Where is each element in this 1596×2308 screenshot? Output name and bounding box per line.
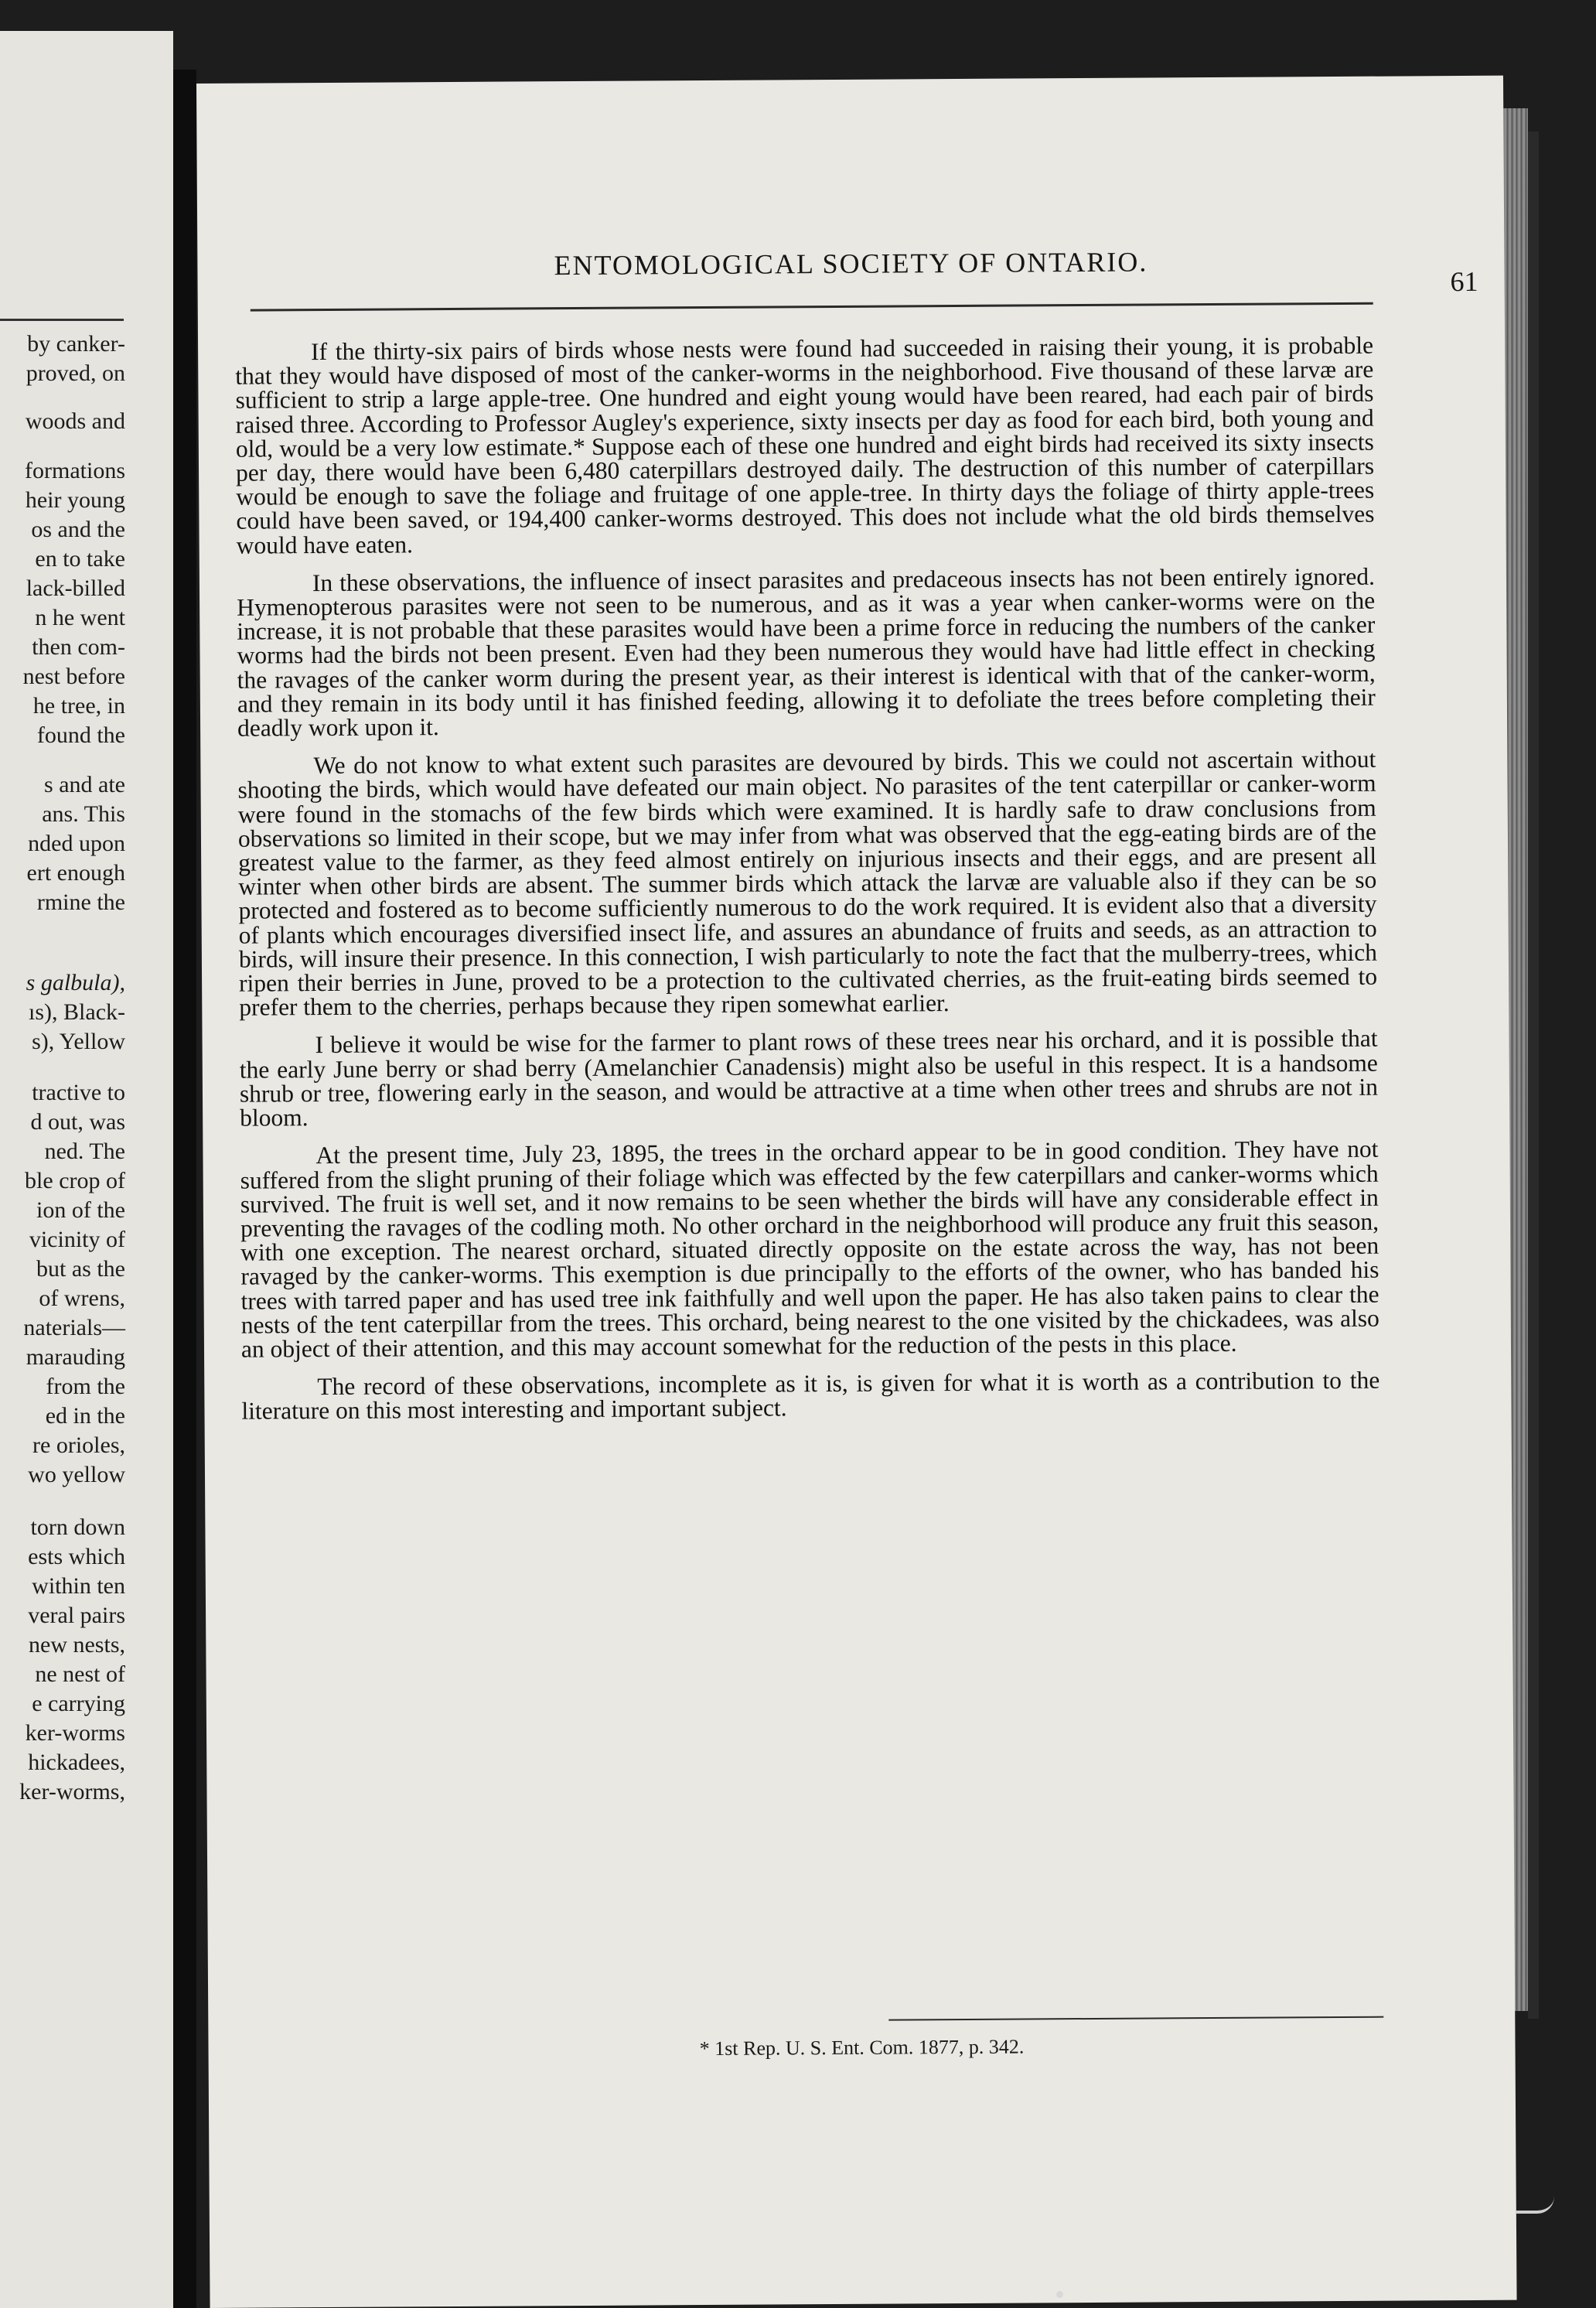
paragraph: At the present time, July 23, 1895, the trees in the orchard appear to be in good condition. They have not suffered from the slight pruning of their foliage which was effected by the few caterpillars and canker-worms which survived. The fruit is well set, and it now remains to be seen whether the birds will have any considerable effect in preventing the ravages of the codling moth. No other orchard in the neighborhood will produce any fruit this season, with one exception. The nearest orchard, situated directly opposite on the estate across the way, has not been ravaged by the canker-worms. This exemption is due principally to the efforts of the owner, who has banded his trees with tarred paper and has used tree ink faithfully and well upon the paper. He has also taken pains to clear the nests of the tent caterpillar from the trees. This orchard, being nearest to the one visited by the chickadees, was also an object of their attention, and this may account somewhat for the reduction of the pests in this place. (240, 1135, 1379, 1363)
left-page-line: ion of the (36, 1197, 125, 1223)
running-head: ENTOMOLOGICAL SOCIETY OF ONTARIO. (554, 246, 1148, 282)
left-page-line: ble crop of (25, 1168, 125, 1193)
left-page-line: os and the (31, 517, 125, 542)
left-page-line: vicinity of (29, 1227, 125, 1252)
left-page-line: n he went (35, 605, 125, 630)
page-edges-shadow (1528, 131, 1539, 2019)
left-page-line: ker-worms (25, 1720, 125, 1746)
left-page-line: but as the (36, 1256, 125, 1282)
left-page-line: nded upon (28, 831, 125, 856)
left-facing-page (0, 31, 173, 2308)
paragraph: We do not know to what extent such parasites are devoured by birds. This we could not ascertain without shooting the birds, which would have defeated our main object. No parasites of the tent caterpillar or canker-worm were found in the stomachs of the few birds which were examined. It is hardly safe to draw conclusions from observations so limited in their scope, but we may infer from what was observed that the egg-eating birds are of the greatest value to the farmer, as they feed almost entirely on injurious insects and their eggs, and are present all winter when other birds are absent. The summer birds which attack the larvæ are valuable also if they can be so protected and fostered as to become sufficiently numerous to do the work required. It is evident also that a diversity of plants which encourages diversified insect life, and assures an abundance of fruits and seeds, as an attraction to birds, will insure their presence. In this connection, I wish particularly to note the fact that the mulberry-trees, which ripen their berries in June, proved to be a protection to the cultivated cherries, as the fruit-eating birds seemed to prefer them to the cherries, perhaps because they ripen somewhat earlier. (237, 745, 1378, 1021)
paragraph: In these observations, the influence of insect parasites and predaceous insects has not been entirely ignored. Hymenopterous parasites were not seen to be numerous, and as it was a year when canker-worms were on the increase, it is not probable that these parasites would have been a prime force in reducing the numbers of the canker worms had the birds not been present. Even had they been numerous they would have had little effect in checking the ravages of the canker worm during the present year, as their interest is identical with that of the canker-worm, and they remain in its body until it has finished feeding, allowing it to defoliate the trees before completing their deadly work upon it. (237, 562, 1376, 742)
left-page-line: heir young (25, 487, 125, 513)
left-page-line: by canker- (27, 331, 125, 357)
footnote-rule (888, 2016, 1383, 2021)
left-page-line: from the (46, 1374, 125, 1399)
left-page-line: ker-worms, (19, 1779, 125, 1804)
left-page-line: d out, was (30, 1109, 125, 1135)
left-page-line: veral pairs (28, 1603, 125, 1628)
left-page-line: hickadees, (28, 1750, 125, 1775)
left-page-line: torn down (30, 1514, 125, 1540)
left-page-line: ıs), Black- (29, 999, 125, 1025)
left-page-line: then com- (32, 634, 125, 660)
paper-curl (1516, 2197, 1554, 2214)
dust-speck (1056, 2291, 1063, 2298)
paragraph: If the thirty-six pairs of birds whose nests were found had succeeded in raising their young, it is probable that they would have disposed of most of the canker-worms in the neighborhood. Five thousand of these larvæ are sufficient to strip a large apple-tree. One hundred and eight young would have been reared, had each pair of birds raised three. According to Professor Augley's experience, sixty insects per day as food for each bird, both young and old, would be a very low estimate.* Suppose each of these one hundred and eight birds had received its sixty insects per day, there would have been 6,480 caterpillars destroyed daily. The destruction of this number of caterpillars would be enough to save the foliage and fruitage of one apple-tree. In thirty days the foliage of thirty apple-trees could have been saved, or 194,400 canker-worms destroyed. This does not include what the old birds themselves would have eaten. (235, 331, 1375, 559)
left-page-line: nest before (22, 664, 125, 689)
main-page (196, 76, 1517, 2308)
left-page-line: ne nest of (35, 1661, 125, 1687)
left-page-line: formations (25, 458, 125, 483)
paragraph: The record of these observations, incomplete as it is, is given for what it is worth as a contribution to the literature on this most interesting and important subject. (241, 1366, 1380, 1425)
left-page-line: woods and (25, 408, 125, 434)
body-text (235, 333, 1380, 1437)
left-page-line: s), Yellow (32, 1029, 125, 1054)
footnote: * 1st Rep. U. S. Ent. Com. 1877, p. 342. (699, 2035, 1025, 2060)
left-page-line: found the (36, 722, 125, 748)
header-rule (251, 302, 1373, 312)
left-page-line: tractive to (32, 1080, 125, 1105)
left-page-line: e carrying (32, 1691, 125, 1716)
left-page-line: wo yellow (28, 1462, 125, 1487)
left-page-line: s and ate (44, 772, 125, 797)
page-number: 61 (1450, 265, 1478, 298)
left-page-line: ned. The (44, 1139, 125, 1164)
left-page-line: proved, on (26, 360, 125, 386)
left-page-line: ert enough (26, 860, 125, 886)
paragraph: I believe it would be wise for the farmer to plant rows of these trees near his orchard, and it is possible that the early June berry or shad berry (Amelanchier Canadensis) might also be useful in this respect. It is a handsome shrub or tree, flowering early in the season, and would be attractive at a time when other trees and shrubs are not in bloom. (239, 1025, 1379, 1132)
left-page-line: s galbula), (26, 970, 125, 995)
left-page-line: he tree, in (32, 693, 125, 719)
left-page-line: lack-billed (26, 575, 125, 601)
left-page-line: of wrens, (39, 1285, 125, 1311)
left-page-line: re orioles, (32, 1432, 125, 1458)
left-page-line: ests which (28, 1544, 125, 1569)
left-page-rule (0, 319, 124, 321)
left-page-line: new nests, (29, 1632, 125, 1658)
left-page-line: en to take (35, 546, 125, 572)
left-page-line: ans. This (42, 801, 125, 827)
left-page-line: ed in the (45, 1403, 125, 1429)
left-page-line: marauding (26, 1344, 125, 1370)
left-page-line: within ten (32, 1573, 125, 1599)
left-page-line: naterials— (23, 1315, 125, 1340)
left-page-line: rmine the (36, 889, 125, 915)
book-gutter (173, 70, 196, 2308)
